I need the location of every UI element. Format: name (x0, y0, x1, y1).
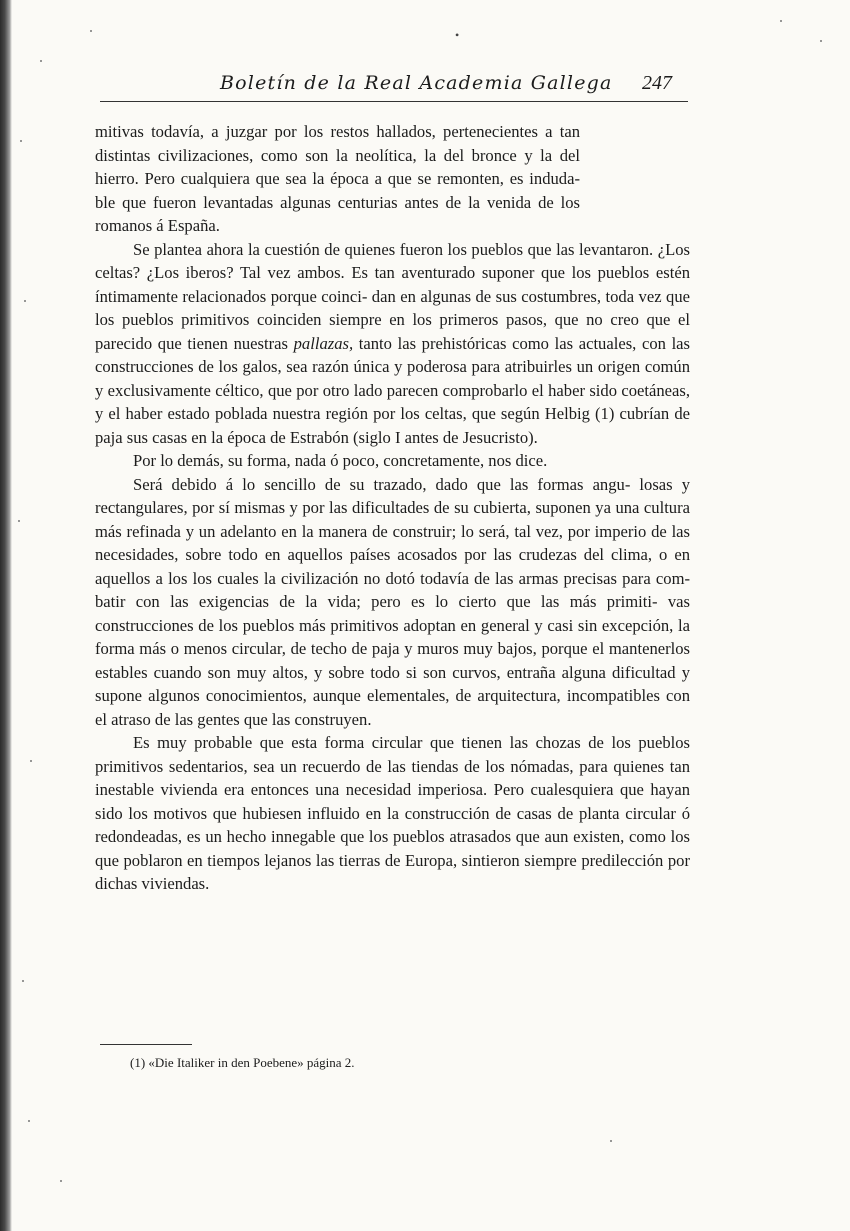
footnote (130, 1055, 355, 1071)
scan-speck (90, 30, 92, 32)
italic-term-pallazas: pallazas, (293, 333, 354, 353)
footnote-text: «Die Italiker in den Poebene» página 2. (148, 1055, 355, 1070)
footnote-marker: (1) (130, 1055, 146, 1070)
scan-speck (60, 1180, 62, 1182)
page-header (100, 70, 688, 102)
body-text (95, 120, 690, 896)
scan-speck (28, 1120, 30, 1122)
paragraph-2-text-b: tanto las prehistóricas como las actuales, con las construcciones de los galos, sea razón única y poderosa para atribuirles un origen común y exclusivamente céltico, que por otro lado parecen comprobarlo el haber sido coetáneas, y el haber estado poblada nuestra región por los celtas, que según Helbig (1) cubrían de paja sus casas en la época de Estrabón (siglo I antes de Jesucristo). (95, 333, 690, 447)
paragraph-4: Será debido á lo sencillo de su trazado, dado que las formas angu- losas y rectangulares, por sí mismas y por las dificultades de su cubierta, suponen ya una cultura más refinada y un adelanto en la manera de construir; lo será, tal vez, por imperio de las necesidades, sobre todo en aquellos países acosados por las crudezas del clima, o en aquellos a los los cuales la civilización no dotó todavía de las armas precisas para com- batir con las exigencias de la vida; pero es lo cierto que las más primiti- vas construcciones de los pueblos más primitivos adoptan en general y casi sin excepción, la forma más o menos circular, de techo de paja y muros muy bajos, porque el mantenerlos estables cuando son muy altos, y sobre todo si son curvos, entraña alguna dificultad y supone algunos conocimientos, aunque elementales, de arquitectura, incompatibles con el atraso de las gentes que las construyen. (95, 474, 690, 729)
paragraph-1: mitivas todavía, a juzgar por los restos hallados, pertenecientes a tan distintas civilizaciones, como son la neolítica, la del bronce y la del hierro. Pero cualquiera que sea la época a que se remonten, es induda- ble que fueron levantadas algunas centurias antes de la venida de los romanos á España. (95, 122, 580, 235)
scan-speck (40, 60, 42, 62)
scan-speck (18, 520, 20, 522)
page-number: 247 (642, 72, 672, 94)
scan-speck (780, 20, 782, 22)
paragraph-2-text-a: Se plantea ahora la cuestión de quienes fueron los pueblos que las levantaron. ¿Los celtas? ¿Los iberos? Tal vez ambos. Es tan aventurado suponer que los pueblos estén íntimamente relacionados porque coinci- dan en algunas de sus costumbres, toda vez que los pueblos primitivos coinciden siempre en los primeros pasos, que no creo que el parecido que tienen nuestras (95, 239, 690, 353)
scan-speck (24, 300, 26, 302)
paragraph-3: Por lo demás, su forma, nada ó poco, concretamente, nos dice. (133, 451, 548, 470)
running-head: Boletín de la Real Academia Gallega (220, 72, 613, 94)
paragraph-5: Es muy probable que esta forma circular que tienen las chozas de los pueblos primitivos sedentarios, sea un recuerdo de las tiendas de los nómadas, para quienes tan inestable vivienda era entonces una necesidad imperiosa. Pero cualesquiera que hayan sido los motivos que hubiesen influido en la construcción de casas de planta circular ó redondeadas, es un hecho innegable que los pueblos atrasados que aun existen, como los que poblaron en tiempos lejanos las tierras de Europa, sintieron siempre predilección por dichas viviendas. (95, 733, 690, 893)
header-rule (100, 101, 688, 102)
scan-speck (610, 1140, 612, 1142)
paragraph-2 (95, 238, 690, 450)
scan-speck (22, 980, 24, 982)
footnote-rule (100, 1044, 192, 1045)
scan-speck (820, 40, 822, 42)
print-mark: • (455, 28, 460, 42)
book-binding-edge (0, 0, 12, 1231)
scan-speck (20, 140, 22, 142)
scan-speck (30, 760, 32, 762)
